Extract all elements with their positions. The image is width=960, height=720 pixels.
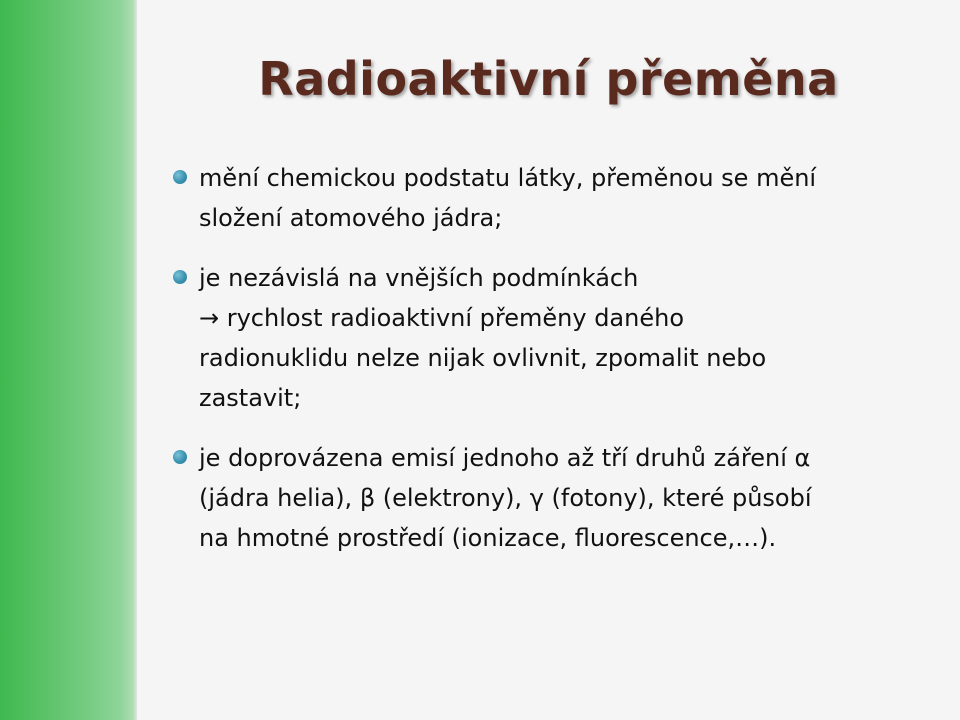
bullet-text-line: je doprovázena emisí jednoho až tří druhů záření α [199,444,811,472]
bullet-text-line: zastavit; [199,384,302,412]
bullet-dot-icon [173,270,187,284]
bullet-dot-icon [173,170,187,184]
bullet-text-line: složení atomového jádra; [199,204,503,232]
bullet-list [172,158,932,578]
bullet-item-1 [172,158,932,238]
bullet-item-3 [172,438,932,558]
slide-title: Radioaktivní přeměna [258,52,839,106]
bullet-text-line: (jádra helia), β (elektrony), γ (fotony), které působí [199,484,812,512]
bullet-text-line: mění chemickou podstatu látky, přeměnou se mění [199,164,817,192]
bullet-text-line: je nezávislá na vnějších podmínkách [199,264,639,292]
side-decorative-band [0,0,137,720]
bullet-text-line: na hmotné prostředí (ionizace, fluorescence,…). [199,524,777,552]
bullet-text-line: radionuklidu nelze nijak ovlivnit, zpomalit nebo [199,344,767,372]
bullet-dot-icon [173,450,187,464]
bullet-item-2 [172,258,932,418]
bullet-text-line: → rychlost radioaktivní přeměny daného [199,304,685,332]
